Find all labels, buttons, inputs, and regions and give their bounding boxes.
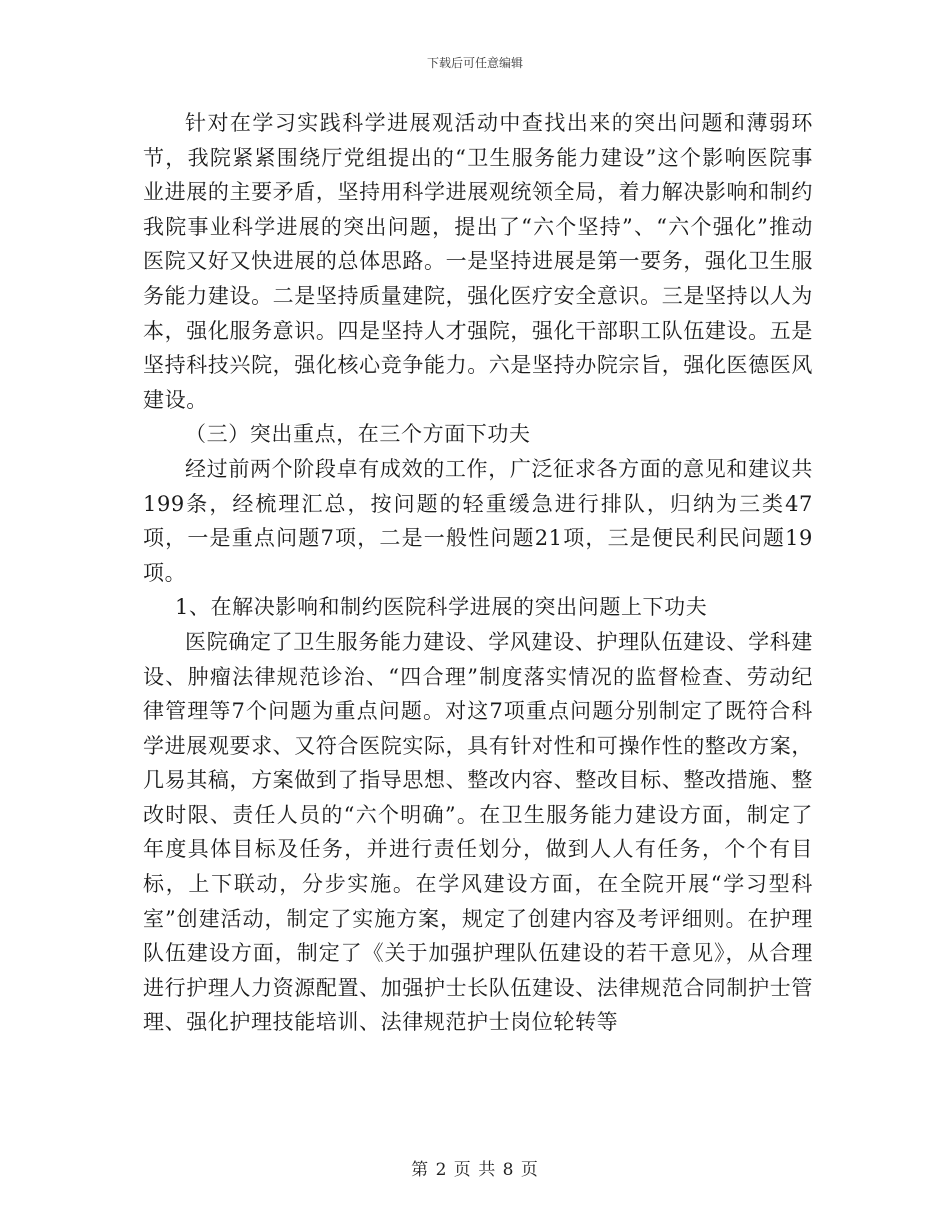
paragraph-opinions-summary: 经过前两个阶段卓有成效的工作，广泛征求各方面的意见和建议共199条，经梳理汇总，按问题的轻重缓急进行排队，归纳为三类47项，一是重点问题7项，二是一般性问题21项，三是便民利民问题19项。 — [143, 456, 813, 585]
document-body — [143, 106, 813, 1040]
subsection-heading-one: 1、在解决影响和制约医院科学进展的突出问题上下功夫 — [175, 595, 708, 620]
paragraph-overall-approach: 针对在学习实践科学进展观活动中查找出来的突出问题和薄弱环节，我院紧紧围绕厅党组提出的“卫生服务能力建设”这个影响医院事业进展的主要矛盾，坚持用科学进展观统领全局，着力解决影响和制约我院事业科学进展的突出问题，提出了“六个坚持”、“六个强化”推动医院又好又快进展的总体思路。一是坚持进展是第一要务，强化卫生服务能力建设。二是坚持质量建院，强化医疗安全意识。三是坚持以人为本，强化服务意识。四是坚持人才强院，强化干部职工队伍建设。五是坚持科技兴院，强化核心竞争能力。六是坚持办院宗旨，强化医德医风建设。 — [143, 111, 813, 412]
page-header: 下载后可任意编辑 — [426, 56, 523, 70]
section-heading-three: （三）突出重点，在三个方面下功夫 — [185, 422, 531, 447]
paragraph-key-issues: 医院确定了卫生服务能力建设、学风建设、护理队伍建设、学科建设、肿瘤法律规范诊治、“四合理”制度落实情况的监督检查、劳动纪律管理等7个问题为重点问题。对这7项重点问题分别制定了既符合科学进展观要求、又符合医院实际，具有针对性和可操作性的整改方案，几易其稿，方案做到了指导思想、整改内容、整改目标、整改措施、整改时限、责任人员的“六个明确”。在卫生服务能力建设方面，制定了年度具体目标及任务，并进行责任划分，做到人人有任务，个个有目标，上下联动，分步实施。在学风建设方面，在全院开展“学习型科室”创建活动，制定了实施方案，规定了创建内容及考评细则。在护理队伍建设方面，制定了《关于加强护理队伍建设的若干意见》，从合理进行护理人力资源配置、加强护士长队伍建设、法律规范合同制护士管理、强化护理技能培训、法律规范护士岗位轮转等 — [143, 629, 813, 1035]
page-number: 第 2 页 共 8 页 — [411, 1160, 539, 1180]
